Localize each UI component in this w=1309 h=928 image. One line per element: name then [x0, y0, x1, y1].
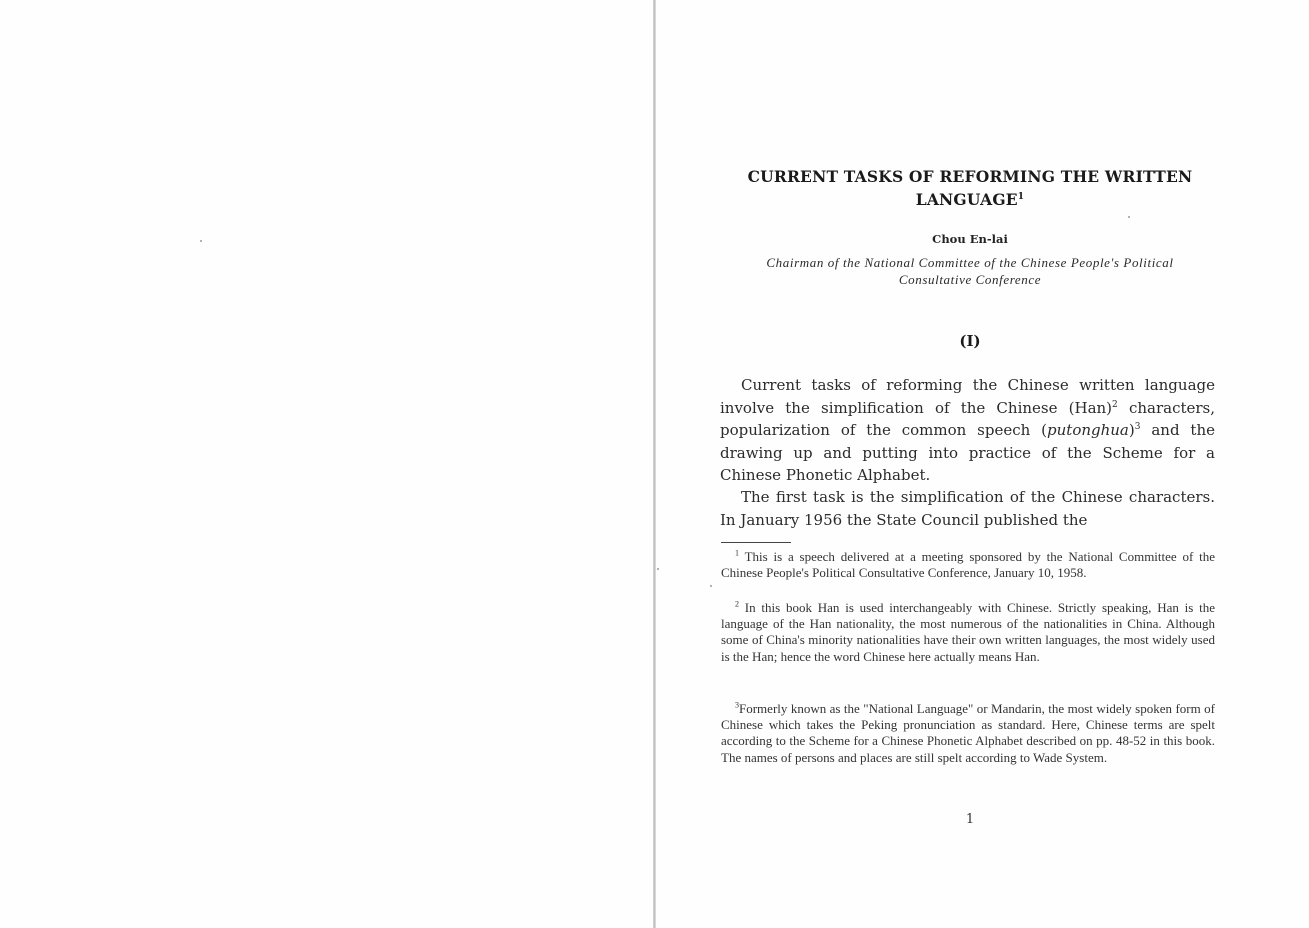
body-paragraph-2: The first task is the simplification of the Chinese characters. In January 1956 the State Council published the [720, 488, 1215, 529]
page-number: 1 [965, 812, 975, 827]
footnote-ref-3: 3 [1134, 422, 1141, 432]
title-footnote-ref: 1 [1017, 192, 1025, 202]
author-affiliation: Chairman of the National Committee of the Chinese People's Political Consultative Conference [766, 255, 1174, 287]
footnote-3 [721, 701, 1215, 766]
para1-text-a: Current tasks of reforming the Chinese written language involve the simplification of the Chinese (Han) [720, 376, 1215, 417]
paper-speck [657, 568, 659, 570]
para1-text-c: ) [1128, 421, 1135, 439]
footnote-divider [721, 542, 791, 543]
author-name: Chou En-lai [932, 232, 1008, 246]
paper-speck [710, 585, 712, 587]
para1-text-d: and the drawing up and putting into practice of the Scheme for a Chinese Phonetic Alphabet. [720, 421, 1216, 484]
paper-speck [1128, 216, 1130, 218]
footnote-1 [721, 549, 1215, 581]
footnote-2-text: In this book Han is used interchangeably with Chinese. Strictly speaking, Han is the language of the Han nationality, the most numerous of the nationalities in China. Although some of China's minority nationalities have their own written languages, the most widely used is the Han; hence the word Chinese here actually means Han. [721, 600, 1216, 664]
footnote-ref-2: 2 [1112, 399, 1118, 410]
footnote-2-marker: 2 [735, 599, 739, 609]
footnote-3-marker: 3 [735, 700, 739, 710]
body-paragraph-1 [720, 374, 1215, 487]
section-heading: (I) [959, 332, 981, 350]
article-title-text: CURRENT TASKS OF REFORMING THE WRITTEN LANGUAGE [747, 167, 1193, 210]
footnote-2 [721, 600, 1215, 665]
para1-text-b: characters, popularization of the common speech ( [720, 398, 1216, 439]
left-page-blank [0, 0, 654, 928]
footnote-3-text: Formerly known as the "National Language" or Mandarin, the most widely spoken form of Chinese which takes the Peking pronunciation as standard. Here, Chinese terms are spelt according to the Scheme for a Chinese Phonetic Alphabet described on pp. 48-52 in this book. The names of persons and places are still spelt according to Wade System. [721, 701, 1215, 765]
article-title [730, 166, 1210, 210]
paper-speck [200, 240, 202, 242]
footnote-1-text: This is a speech delivered at a meeting sponsored by the National Committee of the Chinese People's Political Consultative Conference, January 10, 1958. [721, 549, 1216, 581]
footnote-1-marker: 1 [735, 548, 739, 558]
para1-italic-term: putonghua [1047, 421, 1129, 439]
